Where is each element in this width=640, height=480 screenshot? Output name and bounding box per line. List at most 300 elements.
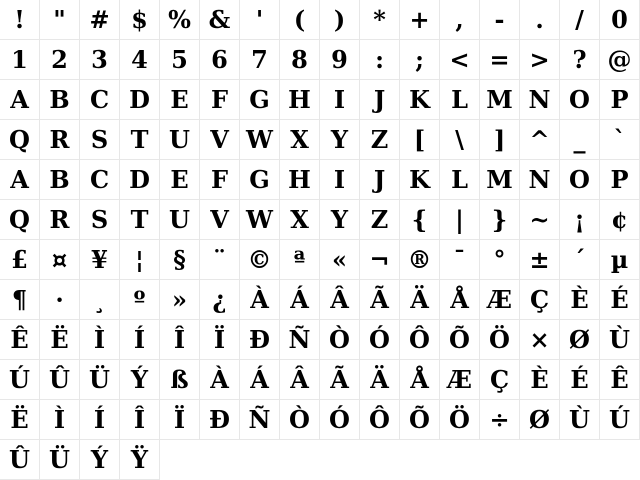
glyph-cell (0, 160, 40, 200)
glyph: Y (330, 125, 349, 154)
glyph-cell (200, 80, 240, 120)
glyph-cell (80, 440, 120, 480)
glyph: Á (290, 285, 309, 314)
glyph: > (529, 45, 550, 74)
glyph: À (250, 285, 269, 314)
glyph-cell (40, 200, 80, 240)
glyph: H (288, 85, 311, 114)
glyph: 5 (171, 45, 188, 74)
glyph: Ú (9, 365, 30, 394)
glyph: É (610, 285, 629, 314)
glyph: Ü (49, 445, 70, 474)
glyph: [ (413, 125, 426, 154)
glyph: ¥ (91, 245, 108, 274)
glyph: Q (9, 125, 30, 154)
glyph: ¡ (574, 205, 585, 234)
glyph: ¨ (213, 245, 226, 274)
glyph-cell (80, 240, 120, 280)
glyph: _ (573, 125, 586, 154)
glyph: L (451, 165, 468, 194)
glyph-cell (200, 0, 240, 40)
glyph-cell (360, 160, 400, 200)
glyph-cell (200, 360, 240, 400)
glyph: ) (333, 5, 346, 34)
glyph-cell (40, 0, 80, 40)
glyph-cell (200, 240, 240, 280)
glyph: Ô (369, 405, 390, 434)
glyph-cell (160, 280, 200, 320)
glyph-cell (160, 200, 200, 240)
glyph-cell (120, 440, 160, 480)
glyph-cell (120, 200, 160, 240)
glyph: C (89, 165, 110, 194)
glyph-cell (440, 120, 480, 160)
glyph: Ç (529, 285, 550, 314)
glyph: F (210, 165, 229, 194)
glyph: Z (370, 125, 389, 154)
glyph-cell (240, 80, 280, 120)
glyph-cell (520, 0, 560, 40)
glyph: Ð (249, 325, 270, 354)
glyph: Ç (489, 365, 510, 394)
glyph: C (89, 85, 110, 114)
glyph: G (249, 85, 270, 114)
glyph-cell (520, 360, 560, 400)
glyph-cell (200, 320, 240, 360)
glyph-cell (600, 0, 640, 40)
glyph: U (169, 125, 190, 154)
glyph: È (530, 365, 549, 394)
glyph: = (489, 45, 510, 74)
glyph: D (129, 165, 150, 194)
glyph: Ä (410, 285, 429, 314)
glyph: ] (493, 125, 506, 154)
glyph: 2 (51, 45, 68, 74)
glyph-cell (560, 320, 600, 360)
glyph-cell (280, 280, 320, 320)
glyph: E (170, 165, 189, 194)
glyph: W (246, 125, 273, 154)
glyph-cell (80, 200, 120, 240)
glyph-cell (240, 360, 280, 400)
glyph-cell (0, 120, 40, 160)
glyph-cell (600, 400, 640, 440)
glyph-cell (80, 320, 120, 360)
glyph-cell (520, 200, 560, 240)
glyph: ® (407, 245, 432, 274)
glyph: Â (330, 285, 349, 314)
glyph-cell (600, 240, 640, 280)
glyph: ¿ (212, 285, 227, 314)
glyph-cell (560, 280, 600, 320)
glyph: × (529, 325, 550, 354)
glyph: 3 (91, 45, 108, 74)
glyph: Ý (130, 365, 149, 394)
glyph-cell (400, 0, 440, 40)
glyph: Ê (610, 365, 629, 394)
glyph-cell (280, 0, 320, 40)
glyph-cell (120, 80, 160, 120)
glyph-cell (40, 40, 80, 80)
glyph: · (55, 285, 64, 314)
glyph-cell (560, 160, 600, 200)
glyph-cell (520, 280, 560, 320)
glyph: N (528, 85, 551, 114)
glyph: ° (493, 245, 506, 274)
glyph-cell (360, 280, 400, 320)
glyph-cell (400, 160, 440, 200)
glyph-cell (40, 160, 80, 200)
glyph: E (170, 85, 189, 114)
glyph: Ï (173, 405, 186, 434)
glyph-cell (400, 360, 440, 400)
glyph: O (569, 85, 590, 114)
glyph-cell (520, 240, 560, 280)
glyph: O (569, 165, 590, 194)
glyph-cell (0, 400, 40, 440)
glyph: ¦ (135, 245, 144, 274)
glyph-cell (360, 80, 400, 120)
glyph: Æ (487, 285, 512, 314)
glyph-cell (320, 0, 360, 40)
glyph-cell (80, 40, 120, 80)
glyph: U (169, 205, 190, 234)
glyph-cell (240, 240, 280, 280)
glyph-cell (120, 240, 160, 280)
glyph: : (375, 45, 384, 74)
empty-area (160, 440, 640, 480)
glyph: ( (293, 5, 306, 34)
glyph: µ (610, 245, 629, 274)
glyph-cell (480, 360, 520, 400)
glyph: ´ (573, 245, 586, 274)
glyph-cell (520, 160, 560, 200)
glyph-cell (400, 80, 440, 120)
glyph-cell (560, 240, 600, 280)
glyph-cell (400, 120, 440, 160)
glyph: Ã (370, 285, 389, 314)
glyph: S (90, 205, 109, 234)
glyph: % (168, 5, 191, 34)
glyph: ß (170, 365, 189, 394)
glyph: Û (49, 365, 70, 394)
glyph: Ú (609, 405, 630, 434)
glyph-cell (80, 0, 120, 40)
glyph-cell (240, 400, 280, 440)
glyph: K (409, 85, 430, 114)
glyph-cell (120, 400, 160, 440)
glyph-cell (600, 320, 640, 360)
glyph: £ (11, 245, 28, 274)
glyph: Ê (10, 325, 29, 354)
glyph-cell (40, 360, 80, 400)
glyph: ^ (529, 125, 550, 154)
glyph: Ì (93, 325, 106, 354)
glyph-cell (320, 160, 360, 200)
glyph-cell (560, 120, 600, 160)
glyph: 0 (611, 5, 628, 34)
glyph: J (373, 85, 386, 114)
glyph: " (53, 5, 66, 34)
glyph: ` (613, 125, 626, 154)
glyph: H (288, 165, 311, 194)
glyph-cell (560, 360, 600, 400)
glyph-cell (160, 80, 200, 120)
glyph: » (172, 285, 187, 314)
glyph-cell (320, 120, 360, 160)
glyph: ¸ (93, 285, 106, 314)
glyph-cell (0, 240, 40, 280)
glyph: ¤ (51, 245, 68, 274)
glyph-cell (160, 160, 200, 200)
glyph-cell (0, 320, 40, 360)
glyph: 9 (331, 45, 348, 74)
glyph: B (49, 85, 70, 114)
glyph: Í (133, 325, 146, 354)
glyph: Ý (90, 445, 109, 474)
glyph-cell (400, 40, 440, 80)
glyph: Ò (329, 325, 350, 354)
glyph: Ø (529, 405, 550, 434)
glyph-cell (360, 120, 400, 160)
glyph: P (610, 165, 629, 194)
glyph-cell (200, 400, 240, 440)
glyph: L (451, 85, 468, 114)
glyph-cell (80, 360, 120, 400)
glyph-cell (80, 120, 120, 160)
glyph: & (208, 5, 231, 34)
glyph-cell (40, 80, 80, 120)
glyph-cell (480, 40, 520, 80)
glyph: M (486, 165, 513, 194)
glyph-cell (360, 0, 400, 40)
glyph-cell (200, 200, 240, 240)
glyph: 8 (291, 45, 308, 74)
glyph: \ (455, 125, 464, 154)
glyph: # (89, 5, 110, 34)
glyph: Ë (50, 325, 69, 354)
glyph-cell (160, 120, 200, 160)
glyph-cell (400, 200, 440, 240)
glyph: Ö (449, 405, 470, 434)
glyph: X (290, 205, 309, 234)
glyph-cell (280, 160, 320, 200)
glyph: R (49, 125, 70, 154)
glyph-cell (600, 280, 640, 320)
glyph-cell (440, 0, 480, 40)
glyph-cell (560, 0, 600, 40)
glyph: 4 (131, 45, 148, 74)
glyph-cell (0, 200, 40, 240)
glyph-cell (120, 160, 160, 200)
glyph: Ù (569, 405, 590, 434)
glyph-cell (360, 400, 400, 440)
glyph-cell (360, 240, 400, 280)
glyph: P (610, 85, 629, 114)
glyph: © (247, 245, 272, 274)
glyph-cell (40, 280, 80, 320)
glyph-cell (120, 120, 160, 160)
glyph-cell (0, 0, 40, 40)
glyph-cell (160, 40, 200, 80)
glyph: Ò (289, 405, 310, 434)
glyph-cell (280, 400, 320, 440)
glyph: Ë (10, 405, 29, 434)
glyph: ¬ (369, 245, 390, 274)
glyph: Æ (447, 365, 472, 394)
glyph: Ó (369, 325, 390, 354)
glyph: W (246, 205, 273, 234)
glyph-cell (400, 400, 440, 440)
glyph-cell (160, 320, 200, 360)
glyph: R (49, 205, 70, 234)
glyph: X (290, 125, 309, 154)
glyph: Ö (489, 325, 510, 354)
glyph-cell (520, 80, 560, 120)
glyph: Ï (213, 325, 226, 354)
glyph: - (494, 5, 505, 34)
glyph: @ (607, 45, 632, 74)
glyph: Å (450, 285, 469, 314)
glyph: * (373, 5, 386, 34)
glyph: I (333, 85, 346, 114)
glyph-cell (400, 320, 440, 360)
glyph: ª (293, 245, 306, 274)
glyph-cell (440, 200, 480, 240)
glyph: A (10, 85, 29, 114)
glyph-cell (440, 400, 480, 440)
glyph-cell (160, 400, 200, 440)
glyph-cell (360, 320, 400, 360)
glyph-cell (40, 240, 80, 280)
glyph: Â (290, 365, 309, 394)
glyph-cell (200, 40, 240, 80)
glyph: ¢ (611, 205, 628, 234)
glyph: ? (572, 45, 587, 74)
glyph: } (491, 205, 508, 234)
glyph-cell (440, 360, 480, 400)
glyph: ; (415, 45, 424, 74)
glyph-cell (120, 320, 160, 360)
glyph: Å (410, 365, 429, 394)
glyph-cell (480, 80, 520, 120)
glyph-cell (480, 320, 520, 360)
glyph-cell (600, 80, 640, 120)
glyph-cell (480, 280, 520, 320)
glyph-cell (280, 360, 320, 400)
glyph-cell (560, 400, 600, 440)
glyph: « (332, 245, 347, 274)
glyph-cell (560, 80, 600, 120)
glyph-cell (320, 320, 360, 360)
glyph: K (409, 165, 430, 194)
glyph-cell (0, 80, 40, 120)
glyph-cell (440, 240, 480, 280)
glyph: N (528, 165, 551, 194)
glyph-cell (240, 200, 280, 240)
glyph-cell (400, 280, 440, 320)
glyph-cell (240, 160, 280, 200)
glyph: Ø (569, 325, 590, 354)
glyph: Ô (409, 325, 430, 354)
glyph: A (10, 165, 29, 194)
glyph: Ì (53, 405, 66, 434)
glyph-cell (120, 360, 160, 400)
glyph-cell (480, 240, 520, 280)
glyph: Ó (329, 405, 350, 434)
glyph-cell (40, 440, 80, 480)
glyph: M (486, 85, 513, 114)
glyph-cell (440, 280, 480, 320)
glyph-cell (120, 40, 160, 80)
glyph-cell (240, 40, 280, 80)
glyph: Z (370, 205, 389, 234)
glyph-cell (480, 120, 520, 160)
glyph-cell (80, 400, 120, 440)
glyph-cell (600, 160, 640, 200)
glyph: | (455, 205, 464, 234)
glyph: S (90, 125, 109, 154)
glyph: Q (9, 205, 30, 234)
glyph-cell (480, 200, 520, 240)
glyph: Î (133, 405, 146, 434)
glyph: B (49, 165, 70, 194)
glyph-cell (200, 160, 240, 200)
glyph-cell (200, 120, 240, 160)
glyph-cell (0, 440, 40, 480)
glyph-cell (320, 280, 360, 320)
glyph: Y (330, 205, 349, 234)
glyph-cell (440, 320, 480, 360)
glyph: 1 (11, 45, 28, 74)
glyph: < (449, 45, 470, 74)
glyph: Ÿ (130, 445, 149, 474)
glyph-cell (280, 240, 320, 280)
glyph-cell (160, 360, 200, 400)
glyph-cell (440, 40, 480, 80)
glyph-cell (360, 40, 400, 80)
glyph: ' (255, 5, 264, 34)
glyph-cell (280, 40, 320, 80)
glyph: § (173, 245, 186, 274)
glyph-cell (280, 200, 320, 240)
glyph-cell (80, 160, 120, 200)
glyph-cell (40, 120, 80, 160)
glyph-cell (120, 280, 160, 320)
glyph: V (210, 205, 229, 234)
glyph-cell (240, 280, 280, 320)
glyph-cell (480, 160, 520, 200)
glyph: Í (93, 405, 106, 434)
glyph-cell (160, 0, 200, 40)
glyph-cell (520, 320, 560, 360)
glyph-cell (480, 0, 520, 40)
glyph-cell (400, 240, 440, 280)
glyph: . (535, 5, 544, 34)
glyph-cell (320, 80, 360, 120)
glyph-cell (360, 360, 400, 400)
glyph-cell (0, 40, 40, 80)
glyph-cell (200, 280, 240, 320)
glyph: , (455, 5, 464, 34)
glyph: I (333, 165, 346, 194)
glyph-cell (0, 360, 40, 400)
glyph-cell (280, 320, 320, 360)
glyph: Õ (449, 325, 470, 354)
glyph-cell (520, 400, 560, 440)
glyph-cell (320, 360, 360, 400)
glyph-cell (360, 200, 400, 240)
